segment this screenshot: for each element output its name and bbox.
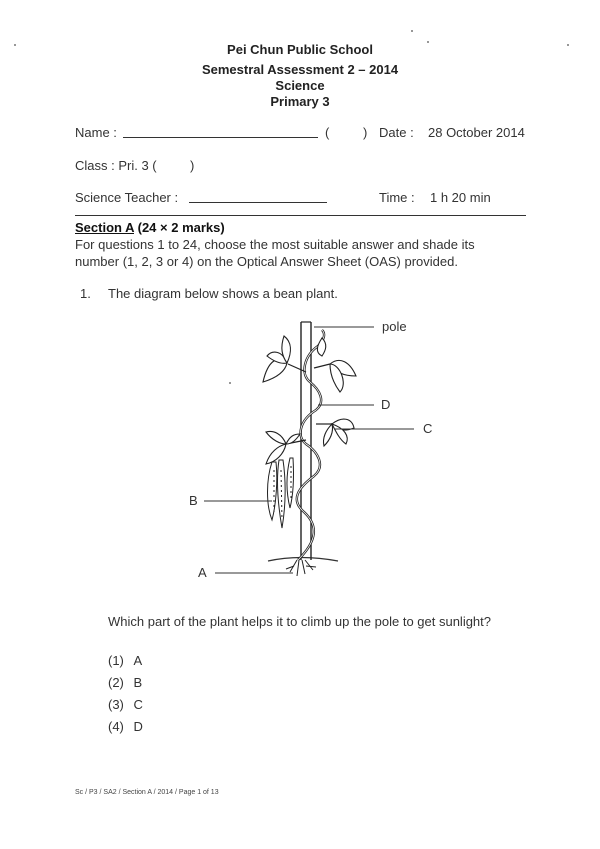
scan-speck: [567, 44, 569, 46]
scan-speck: [427, 41, 429, 43]
section-title: Section A: [75, 220, 134, 235]
school-name: Pei Chun Public School: [227, 42, 373, 57]
leaves-middle-right: [323, 419, 354, 446]
option-text: C: [133, 697, 143, 712]
leaves-upper-right: [317, 338, 356, 392]
option-number: (4): [108, 719, 124, 734]
scan-speck: [411, 30, 413, 32]
label-a: A: [198, 565, 207, 580]
question-number: 1.: [80, 286, 91, 301]
question-prompt: Which part of the plant helps it to climb up the pole to get sunlight?: [108, 614, 492, 629]
class-paren-close: ): [190, 158, 195, 173]
ground-line: [268, 558, 338, 562]
level-title: Primary 3: [270, 94, 330, 109]
option-2[interactable]: [108, 675, 142, 690]
option-text: D: [133, 719, 143, 734]
option-text: A: [133, 653, 143, 668]
scan-speck: [229, 382, 231, 384]
label-b: B: [189, 493, 198, 508]
option-number: (2): [108, 675, 124, 690]
option-1[interactable]: [108, 653, 142, 668]
subject-title: Science: [275, 78, 325, 93]
page-footer: Sc / P3 / SA2 / Section A / 2014 / Page 1 of 13: [75, 789, 219, 796]
assessment-title: Semestral Assessment 2 – 2014: [201, 62, 399, 77]
option-text: B: [133, 675, 143, 690]
leaves-upper-left: [263, 336, 290, 382]
instructions-line-1: For questions 1 to 24, choose the most suitable answer and shade its: [75, 237, 475, 252]
roots: [286, 560, 316, 576]
time-label: Time :: [379, 190, 415, 205]
option-number: (3): [108, 697, 124, 712]
teacher-label: Science Teacher :: [75, 190, 179, 205]
leaves-middle-left: [266, 432, 300, 465]
time-value: 1 h 20 min: [430, 190, 491, 205]
label-lines: [204, 327, 414, 573]
option-3[interactable]: [108, 697, 143, 712]
bean-pods: [268, 458, 294, 528]
section-marks: (24 × 2 marks): [137, 220, 225, 235]
index-paren-open: (: [325, 125, 330, 140]
label-d: D: [381, 397, 391, 412]
name-label: Name :: [75, 125, 117, 140]
option-number: (1): [108, 653, 124, 668]
date-value: 28 October 2014: [428, 125, 525, 140]
class-label: Class : Pri. 3 (: [75, 158, 157, 173]
index-paren-close: ): [363, 125, 368, 140]
date-label: Date :: [379, 125, 414, 140]
instructions-line-2: number (1, 2, 3 or 4) on the Optical Answer Sheet (OAS) provided.: [75, 254, 458, 269]
label-c: C: [423, 421, 433, 436]
option-4[interactable]: [108, 719, 143, 734]
pole-label: pole: [382, 319, 407, 334]
scan-speck: [14, 44, 16, 46]
question-intro: The diagram below shows a bean plant.: [108, 286, 338, 301]
